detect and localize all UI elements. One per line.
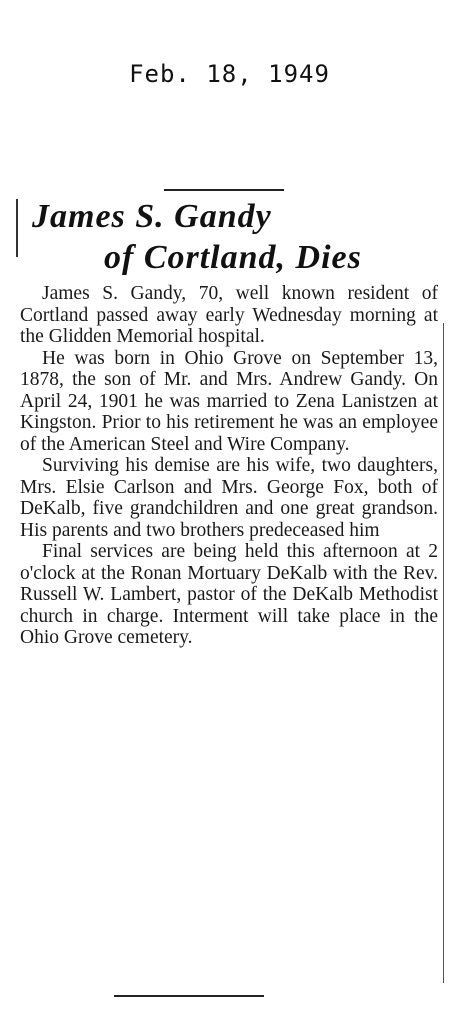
headline-line-1: James S. Gandy — [32, 198, 272, 235]
top-rule — [164, 189, 284, 191]
paragraph-biography: He was born in Ohio Grove on September 13, 1878, the son of Mr. and Mrs. Andrew Gandy. On April 24, 1901 he was married to Zena Lanistzen at Kingston. Prior to his retirement he was an employee of the American Steel and Wire Company. — [20, 347, 438, 455]
right-edge-mark — [443, 323, 444, 983]
bottom-rule — [114, 995, 264, 997]
newspaper-clipping — [14, 183, 446, 1013]
paragraph-intro: James S. Gandy, 70, well known resident of Cortland passed away early Wednesday morning at the Glidden Memorial hospital. — [20, 283, 438, 347]
paragraph-survivors: Surviving his demise are his wife, two daughters, Mrs. Elsie Carlson and Mrs. George Fox, both of DeKalb, five grandchildren and one great grandson. His parents and two brothers predeceased him — [20, 455, 438, 541]
headline-line-2: of Cortland, Dies — [104, 239, 362, 276]
article-body — [20, 283, 438, 649]
clipping-date: Feb. 18, 1949 — [129, 60, 330, 88]
paragraph-services: Final services are being held this afternoon at 2 o'clock at the Ronan Mortuary DeKalb with the Rev. Russell W. Lambert, pastor of the DeKalb Methodist church in charge. Interment will take place in the Ohio Grove cemetery. — [20, 541, 438, 648]
left-edge-mark — [16, 199, 18, 257]
